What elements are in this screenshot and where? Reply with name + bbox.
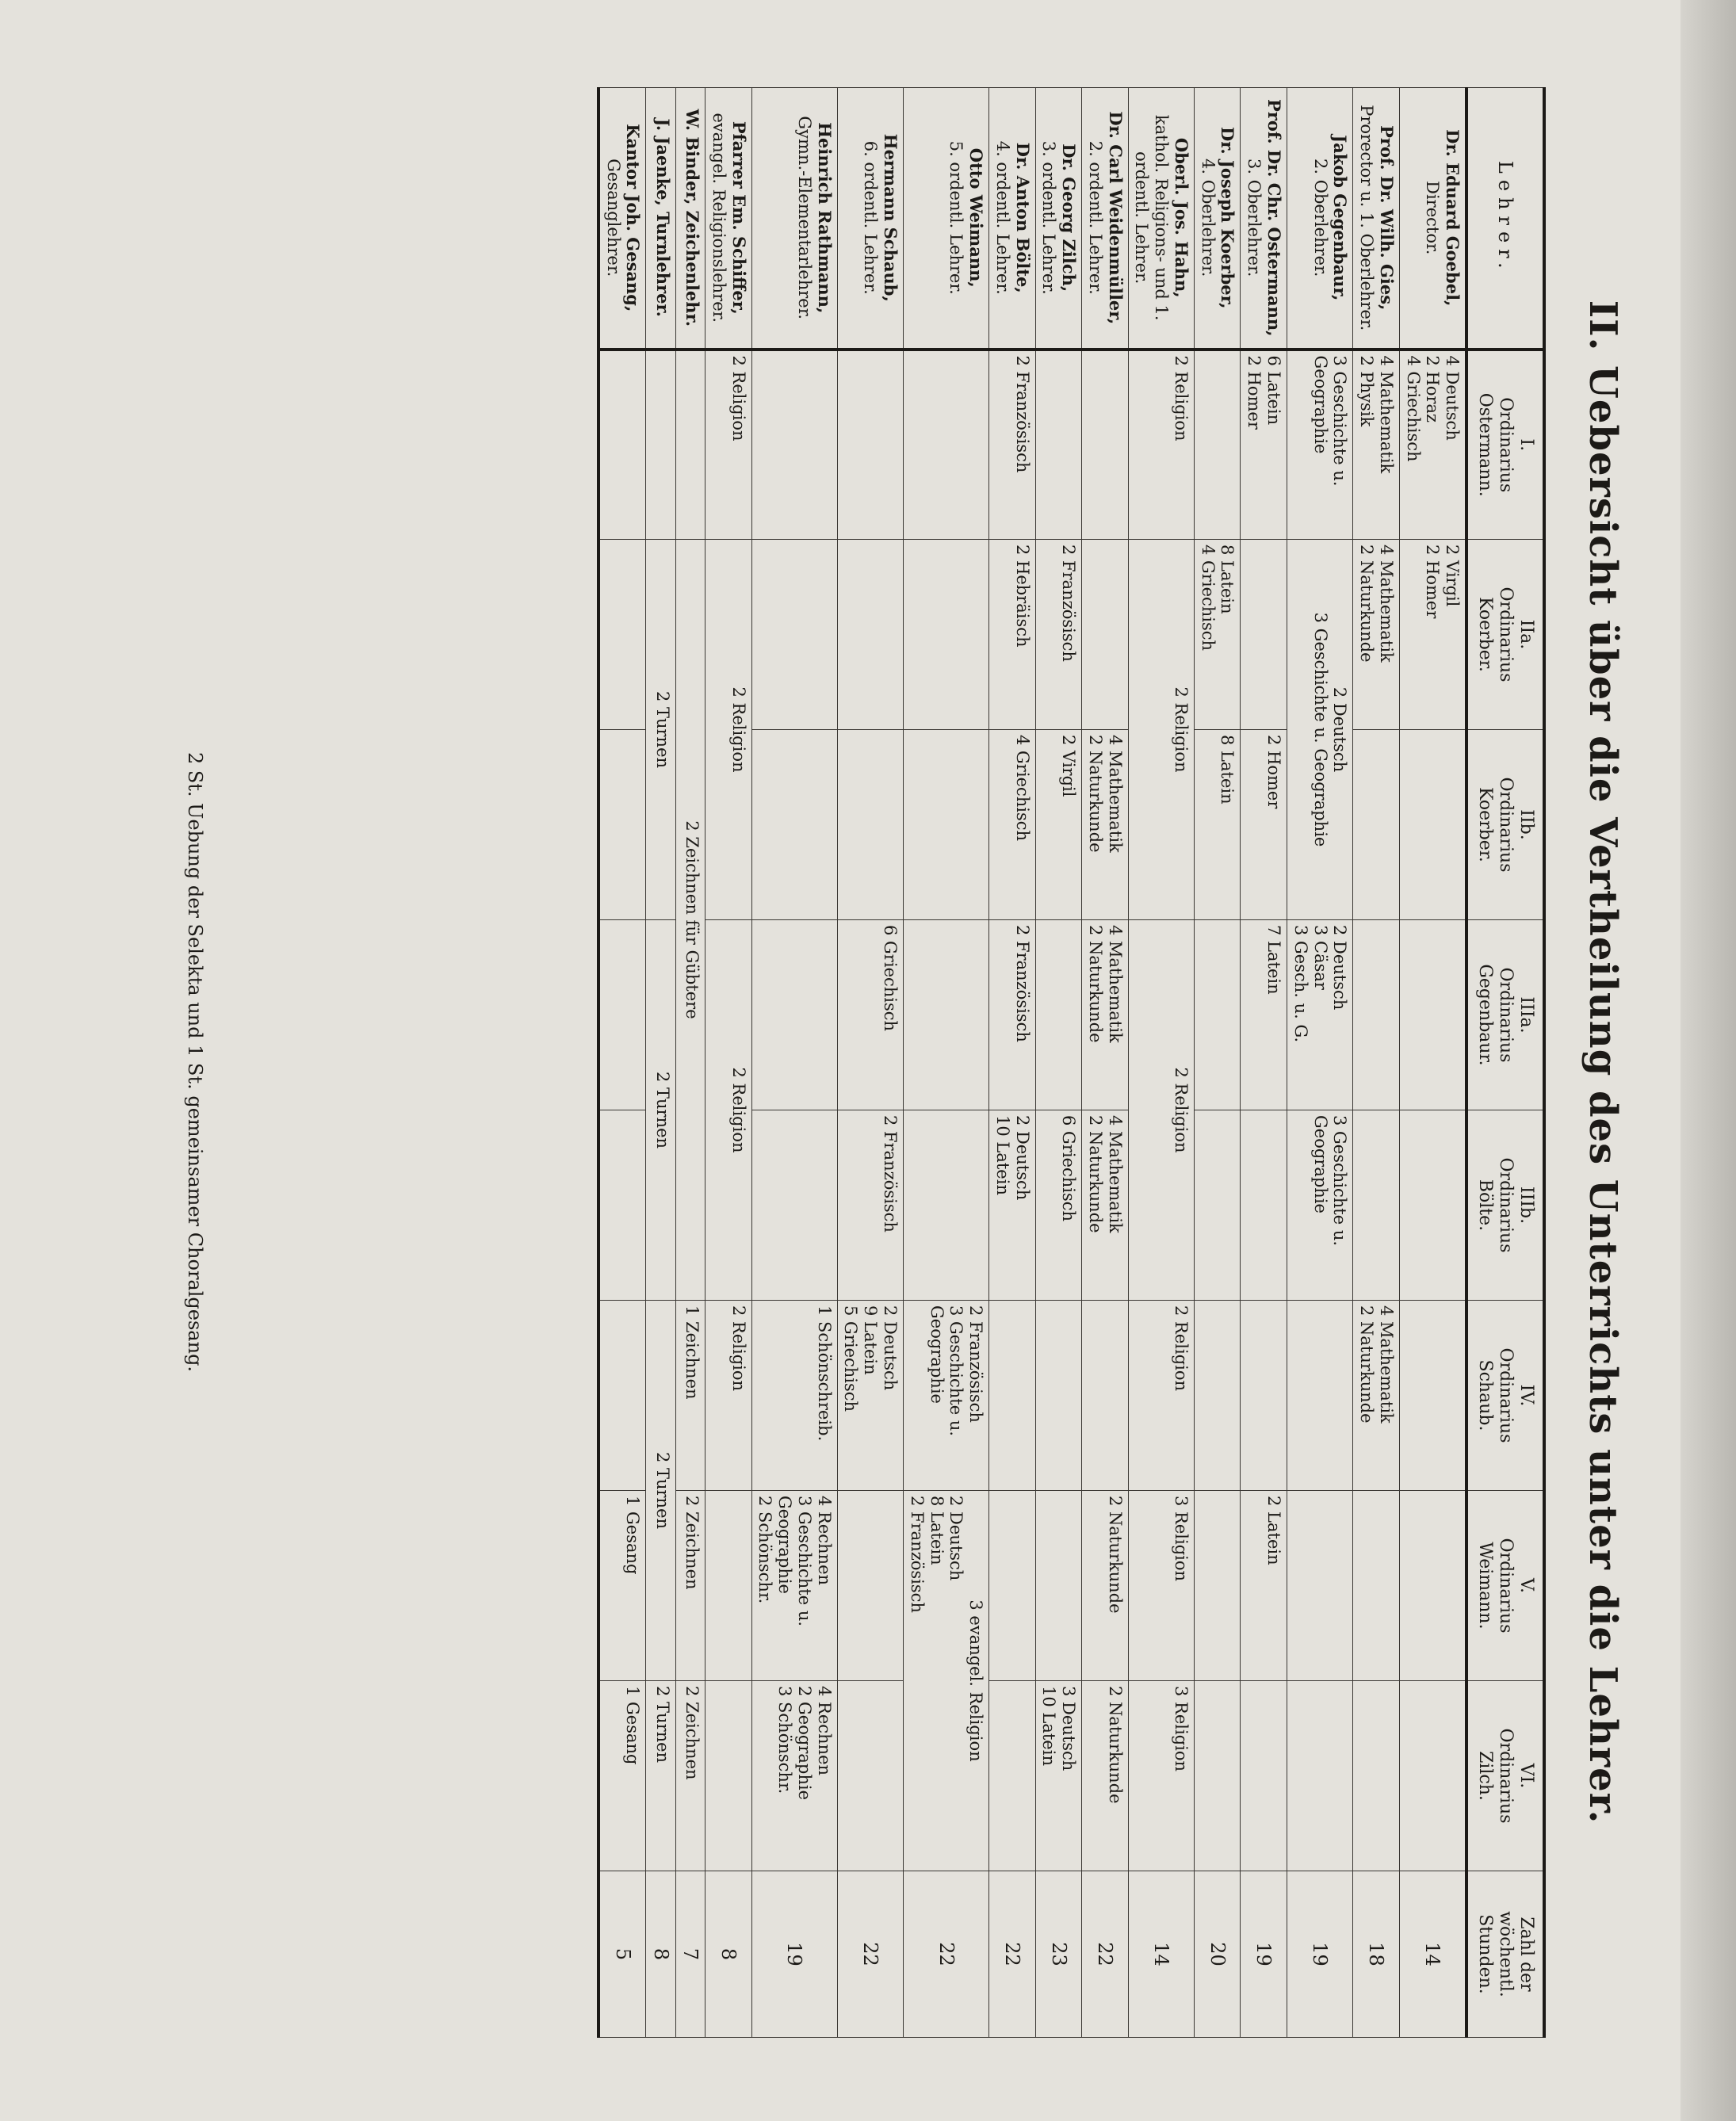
assignment-cell [1399,920,1466,1110]
table-row [1035,88,1082,2038]
hours-cell: 19 [1287,1871,1353,2038]
page-heading: II. Uebersicht über die Vertheilung des Unterrichts unter die Lehrer. [1581,300,1625,1825]
assignment-cell: 7 Latein [1241,920,1287,1110]
assignment-cell [1035,920,1082,1110]
teacher-cell: Kantor Joh. Gesang, Gesanglehrer. [598,88,646,350]
hours-cell: 14 [1128,1871,1194,2038]
assignment-cell: 2 Deutsch 3 Cäsar 3 Gesch. u. G. [1287,920,1353,1110]
hours-cell: 19 [751,1871,837,2038]
assignment-cell: 8 Latein 4 Griechisch [1194,540,1241,730]
assignment-cell [1194,1491,1241,1681]
rotated-page [166,87,1625,2037]
assignment-cell: 1 Zeichnen [675,1301,705,1491]
assignment-cell [989,1491,1036,1681]
assignment-cell: 2 Französisch [837,1110,903,1301]
assignment-cell: 4 Deutsch 2 Horaz 4 Griechisch [1399,350,1466,540]
table-row [1128,88,1194,2038]
table-row [1399,88,1466,2038]
assignment-cell [1194,1110,1241,1301]
teacher-cell: Pfarrer Em. Schiffer, evangel. Religionslehrer. [705,88,752,350]
assignment-cell [1241,1681,1287,1871]
assignment-cell: 2 Latein [1241,1491,1287,1681]
assignment-cell [751,540,837,730]
hours-cell: 22 [989,1871,1036,2038]
table-row [675,88,705,2038]
assignment-cell: 2 Virgil [1035,730,1082,920]
assignment-cell: 4 Mathematik 2 Physik [1353,350,1400,540]
assignment-cell: 2 Virgil 2 Homer [1399,540,1466,730]
assignment-cell [1399,1681,1466,1871]
assignment-cell [837,1491,903,1681]
header-row [1466,88,1544,2038]
assignment-cell: 4 Mathematik 2 Naturkunde [1353,540,1400,730]
table-row [1194,88,1241,2038]
table-row [598,88,646,2038]
teacher-cell: Hermann Schaub, 6. ordentl. Lehrer. [837,88,903,350]
hours-cell: 8 [705,1871,752,2038]
hours-cell: 22 [1082,1871,1129,2038]
assignment-cell [1353,1110,1400,1301]
assignment-cell: 3 Geschichte u. Geographie [1287,350,1353,540]
assignment-cell [1194,920,1241,1110]
assignment-cell [989,1301,1036,1491]
teacher-cell: J. Jaenke, Turnlehrer. [646,88,675,350]
assignment-cell: 4 Griechisch [989,730,1036,920]
table-row [751,88,837,2038]
hours-cell: 23 [1035,1871,1082,2038]
assignment-cell: 2 Religion [1128,1301,1194,1491]
assignment-cell: 2 Turnen [646,1681,675,1871]
assignment-cell [1399,1110,1466,1301]
assignment-cell: 2 Religion [705,540,752,920]
header-class-3b: IIIb. Ordinarius Bölte. [1466,1110,1544,1301]
table-row [1353,88,1400,2038]
assignment-cell: 6 Griechisch [1035,1110,1082,1301]
assignment-cell: 2 Hebräisch [989,540,1036,730]
assignment-cell: 3 Religion [1128,1491,1194,1681]
assignment-cell [1194,1681,1241,1871]
assignment-cell: 2 Zeichnen für Gübtere [675,540,705,1301]
assignment-cell [751,920,837,1110]
assignment-cell [904,350,989,540]
assignment-cell [1035,350,1082,540]
assignment-cell [751,350,837,540]
assignment-cell: 2 Religion [705,350,752,540]
assignment-cell [1035,1491,1082,1681]
assignment-cell: 2 Deutsch 10 Latein [989,1110,1036,1301]
teacher-cell: Prof. Dr. Chr. Ostermann, 3. Oberlehrer. [1241,88,1287,350]
header-class-6: VI. Ordinarius Zilch. [1466,1681,1544,1871]
assignment-cell: 2 Religion [705,1301,752,1491]
header-class-5: V. Ordinarius Weimann. [1466,1491,1544,1681]
hours-cell: 14 [1399,1871,1466,2038]
header-class-2a: IIa. Ordinarius Koerber. [1466,540,1544,730]
teacher-cell: Dr. Eduard Goebel, Director. [1399,88,1466,350]
header-hours: Zahl der wöchentl. Stunden. [1466,1871,1544,2038]
assignment-cell [705,1681,752,1871]
assignment-cell: 3 Deutsch 10 Latein [1035,1681,1082,1871]
assignment-cell: 2 Religion [1128,350,1194,540]
assignment-cell: 4 Rechnen 3 Geschichte u. Geographie 2 Schönschr. [751,1491,837,1681]
assignment-cell: 3 Religion [1128,1681,1194,1871]
teacher-cell: Dr. Joseph Koerber, 4. Oberlehrer. [1194,88,1241,350]
teacher-cell: W. Binder, Zeichenlehr. [675,88,705,350]
assignment-cell [751,730,837,920]
assignment-cell [1353,730,1400,920]
assignment-cell [837,540,903,730]
assignment-cell [675,350,705,540]
header-class-2b: IIb. Ordinarius Koerber. [1466,730,1544,920]
teaching-distribution-table [597,87,1546,2038]
assignment-cell [598,1110,646,1301]
assignment-cell: 2 Naturkunde [1082,1681,1129,1871]
assignment-cell: 2 Deutsch 9 Latein 5 Griechisch [837,1301,903,1491]
assignment-cell [598,1301,646,1491]
assignment-cell [1353,1491,1400,1681]
assignment-cell [598,920,646,1110]
hours-cell: 19 [1241,1871,1287,2038]
assignment-cell: 6 Latein 2 Homer [1241,350,1287,540]
header-teacher: Lehrer. [1466,88,1544,350]
assignment-cell [1082,1301,1129,1491]
hours-cell: 22 [904,1871,989,2038]
assignment-cell [1287,1491,1353,1681]
assignment-cell [1082,540,1129,730]
assignment-cell: 4 Mathematik 2 Naturkunde [1082,730,1129,920]
assignment-cell [751,1110,837,1301]
assignment-cell: 2 Turnen [646,1301,675,1681]
hours-cell: 22 [837,1871,903,2038]
assignment-cell [598,350,646,540]
assignment-cell: 2 Religion [1128,920,1194,1301]
table-row [646,88,675,2038]
assignment-cell [1399,730,1466,920]
hours-cell: 8 [646,1871,675,2038]
table-row [837,88,903,2038]
assignment-cell: 4 Rechnen 2 Geographie 3 Schönschr. [751,1681,837,1871]
assignment-cell: 3 Geschichte u. Geographie [1287,1110,1353,1301]
table-row [1082,88,1129,2038]
assignment-cell: 2 Homer [1241,730,1287,920]
hours-cell: 7 [675,1871,705,2038]
assignment-cell: 2 Französisch [989,350,1036,540]
assignment-cell [1194,350,1241,540]
assignment-cell [1241,1110,1287,1301]
assignment-cell: 8 Latein [1194,730,1241,920]
assignment-cell [1035,1301,1082,1491]
assignment-cell: 2 Turnen [646,920,675,1301]
hours-cell: 20 [1194,1871,1241,2038]
teacher-cell: Prof. Dr. Wilh. Gies, Prorector u. 1. Oberlehrer. [1353,88,1400,350]
header-class-1: I. Ordinarius Ostermann. [1466,350,1544,540]
teacher-cell: Oberl. Jos. Hahn, kathol. Religions- und 1. ordentl. Lehrer. [1128,88,1194,350]
hours-cell: 18 [1353,1871,1400,2038]
teacher-cell: Dr. Carl Weidenmüller, 2. ordentl. Lehrer. [1082,88,1129,350]
assignment-cell: 2 Französisch 3 Geschichte u. Geographie [904,1301,989,1491]
assignment-cell [1353,920,1400,1110]
table-row [989,88,1036,2038]
assignment-cell: 2 Religion [705,920,752,1301]
table-row [705,88,752,2038]
teacher-cell: Otto Weimann, 5. ordentl. Lehrer. [904,88,989,350]
assignment-cell: 2 Französisch [1035,540,1082,730]
assignment-cell [837,1681,903,1871]
assignment-cell [1194,1301,1241,1491]
assignment-cell [904,920,989,1110]
hours-cell: 5 [598,1871,646,2038]
teacher-cell: Heinrich Rathmann, Gymn.-Elementarlehrer. [751,88,837,350]
footnote: 2 St. Uebung der Selekta und 1 St. gemeinsamer Choralgesang. [184,751,206,1373]
scan-edge-shadow [1681,0,1736,2121]
assignment-cell: 6 Griechisch [837,920,903,1110]
assignment-cell [598,540,646,730]
header-class-4: IV. Ordinarius Schaub. [1466,1301,1544,1491]
assignment-cell: 2 Französisch [989,920,1036,1110]
assignment-cell [1399,1491,1466,1681]
assignment-cell: 1 Gesang [598,1681,646,1871]
assignment-cell: 4 Mathematik 2 Naturkunde [1353,1301,1400,1491]
assignment-cell [837,350,903,540]
assignment-cell: 2 Zeichnen [675,1491,705,1681]
assignment-cell [837,730,903,920]
assignment-cell [1287,1301,1353,1491]
assignment-cell [1287,1681,1353,1871]
assignment-cell: 2 Turnen [646,540,675,920]
assignment-cell: 2 Zeichnen [675,1681,705,1871]
teacher-cell: Jakob Gegenbaur, 2. Oberlehrer. [1287,88,1353,350]
header-class-3a: IIIa. Ordinarius Gegenbaur. [1466,920,1544,1110]
assignment-cell: 1 Schönschreib. [751,1301,837,1491]
assignment-cell [989,1681,1036,1871]
teacher-cell: Dr. Anton Bölte, 4. ordentl. Lehrer. [989,88,1036,350]
assignment-cell [1241,540,1287,730]
teacher-cell: Dr. Georg Zilch, 3. ordentl. Lehrer. [1035,88,1082,350]
assignment-cell: 4 Mathematik 2 Naturkunde [1082,1110,1129,1301]
assignment-cell [1082,350,1129,540]
assignment-cell [1241,1301,1287,1491]
assignment-cell [598,730,646,920]
assignment-cell: 1 Gesang [598,1491,646,1681]
assignment-cell [904,1110,989,1301]
table-row [1287,88,1353,2038]
assignment-cell [904,730,989,920]
assignment-cell [1399,1301,1466,1491]
assignment-cell [705,1491,752,1681]
assignment-cell: 2 Deutsch 3 Geschichte u. Geographie [1287,540,1353,920]
assignment-cell: 2 Naturkunde [1082,1491,1129,1681]
assignment-cell [904,540,989,730]
assignment-cell [646,350,675,540]
assignment-cell: 2 Religion [1128,540,1194,920]
table-row [904,88,989,2038]
assignment-cell: 4 Mathematik 2 Naturkunde [1082,920,1129,1110]
assignment-cell: 3 evangel. Religion 2 Deutsch 8 Latein 2 Französisch [904,1491,989,1871]
table-row [1241,88,1287,2038]
assignment-cell [1353,1681,1400,1871]
